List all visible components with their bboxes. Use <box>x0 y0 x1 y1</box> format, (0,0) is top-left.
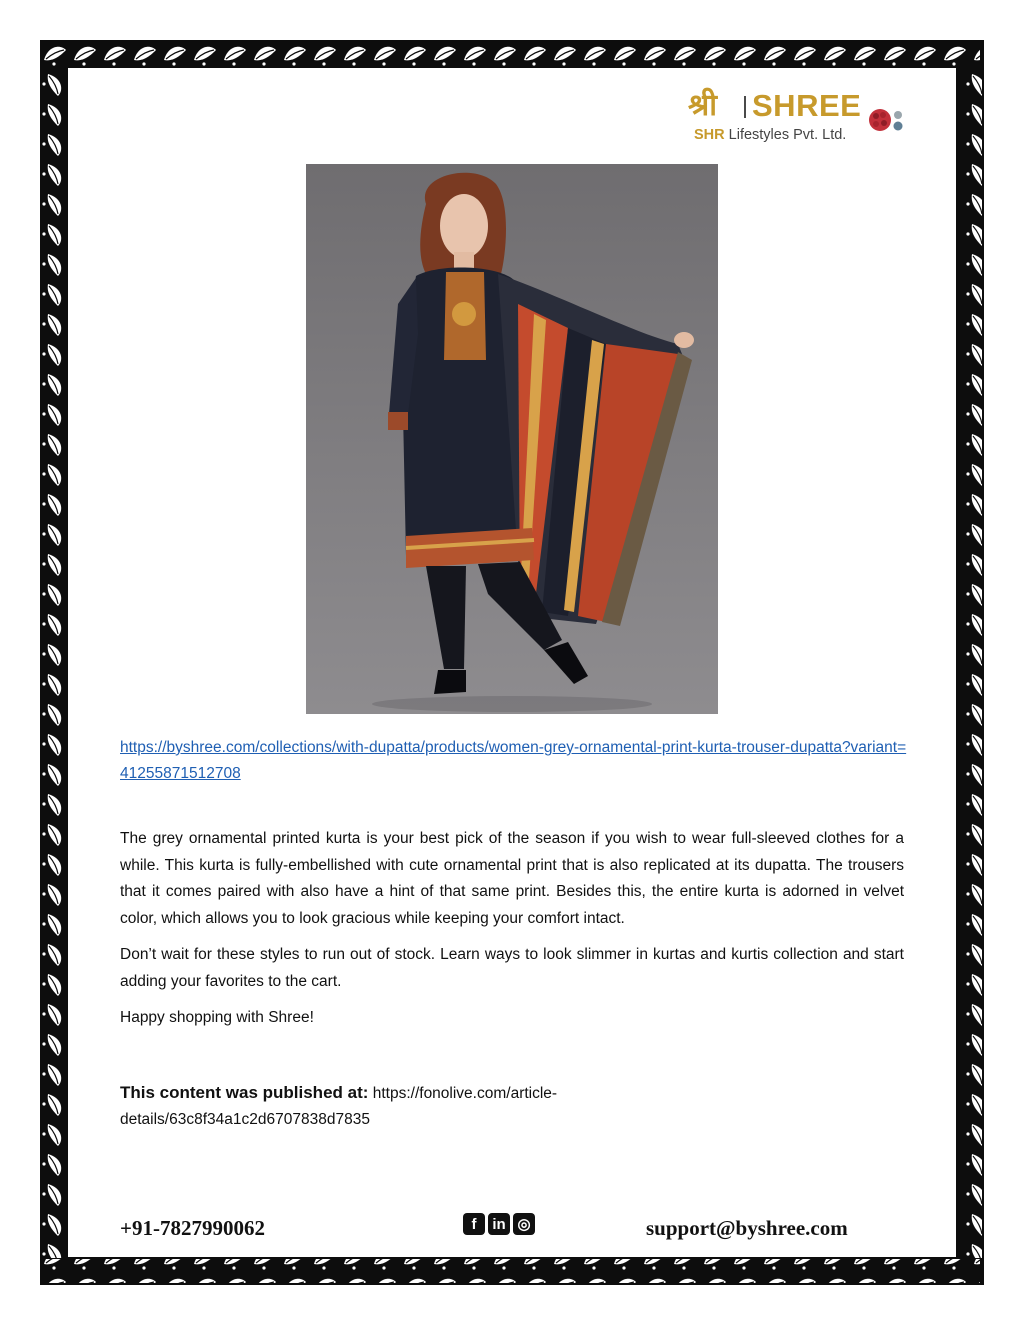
facebook-icon[interactable]: f <box>463 1213 485 1235</box>
article-paragraph-1: The grey ornamental printed kurta is your best pick of the season if you wish to wear full-sleeved clothes for a while. This kurta is fully-embellished with cute ornamental print that is also replicated at its dupatta. The trousers that it comes paired with also have a hint of that same print. Besides this, the entire kurta is adorned in velvet color, which allows you to look gracious while keeping your comfort intact. <box>120 830 904 927</box>
model-illustration <box>306 164 718 714</box>
published-url[interactable]: https://fonolive.com/article-details/63c8f34a1c2d6707838d7835 <box>120 1085 558 1128</box>
linkedin-icon[interactable]: in <box>488 1213 510 1235</box>
product-link[interactable]: https://byshree.com/collections/with-dupatta/products/women-grey-ornamental-print-kurta-trouser-dupatta?variant=41255871512708 <box>120 739 907 782</box>
article-body <box>120 826 904 1042</box>
published-note <box>120 1080 680 1133</box>
article-paragraph-2: Don’t wait for these styles to run out of stock. Learn ways to look slimmer in kurtas and kurtis collection and start adding your favorites to the cart. <box>120 946 904 990</box>
shree-logo[interactable] <box>688 88 918 148</box>
instagram-icon[interactable]: ◎ <box>513 1213 535 1235</box>
footer-phone[interactable]: +91-7827990062 <box>120 1216 265 1240</box>
article-paragraph-3: Happy shopping with Shree! <box>120 1009 314 1026</box>
product-photo[interactable] <box>306 164 718 714</box>
logo-wordmark: SHREE <box>752 88 862 123</box>
company-name: SHR Lifestyles Pvt. Ltd. <box>694 127 847 143</box>
logo-devanagari: श्री <box>688 88 718 123</box>
logo-separator <box>744 96 746 118</box>
flower-logo-icon <box>866 106 912 138</box>
footer-email[interactable]: support@byshree.com <box>646 1216 848 1240</box>
social-icons <box>463 1213 535 1237</box>
published-label: This content was published at: <box>120 1083 369 1102</box>
